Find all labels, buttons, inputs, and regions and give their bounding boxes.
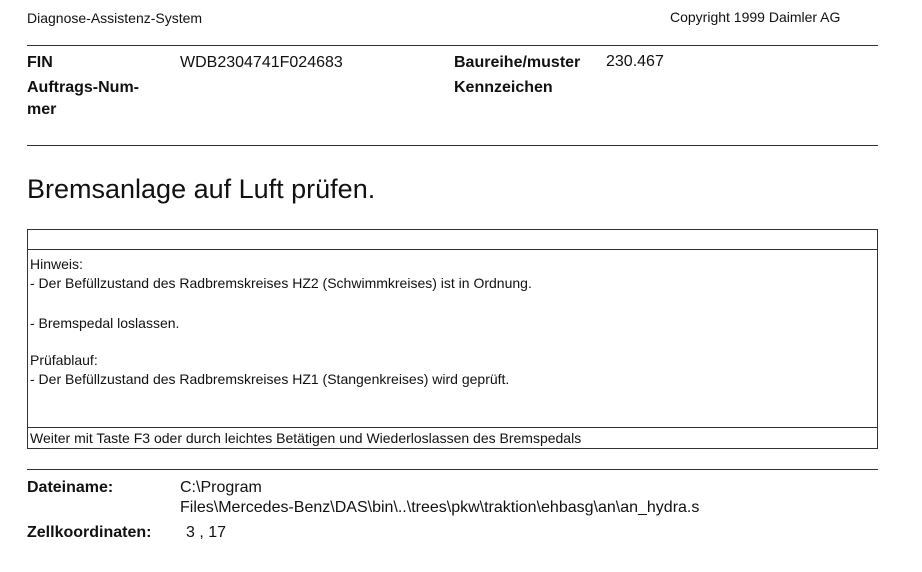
order-number-label: Auftrags-Num- <box>27 79 139 96</box>
order-number-label-cont: mer <box>27 101 57 118</box>
vehicle-divider <box>27 145 878 146</box>
procedure-heading: Prüfablauf: <box>30 352 98 368</box>
header-divider <box>27 45 878 46</box>
filename-label: Dateiname: <box>27 479 114 496</box>
continue-instruction: Weiter mit Taste F3 oder durch leichtes Betätigen und Wiederloslassen des Bremspedals <box>30 430 582 446</box>
cell-coordinates-label: Zellkoordinaten: <box>27 524 152 541</box>
panel-bottom-divider <box>28 427 877 428</box>
page-title: Bremsanlage auf Luft prüfen. <box>27 174 376 204</box>
app-name: Diagnose-Assistenz-System <box>27 10 203 26</box>
copyright-notice: Copyright 1999 Daimler AG <box>670 9 841 25</box>
panel-top-divider <box>28 249 877 250</box>
series-value: 230.467 <box>606 53 664 70</box>
filename-value-cont: Files\Mercedes-Benz\DAS\bin\..\trees\pkw\traktion\ehbasg\an\an_hydra.s <box>180 499 700 516</box>
instruction-panel <box>27 229 878 449</box>
filename-value: C:\Program <box>180 479 262 496</box>
cell-coordinates-value: 3 , 17 <box>186 524 227 541</box>
fin-value: WDB2304741F024683 <box>180 54 343 71</box>
footer-divider <box>27 469 878 470</box>
note-heading: Hinweis: <box>30 256 83 272</box>
note-line: - Bremspedal loslassen. <box>30 315 180 331</box>
series-label: Baureihe/muster <box>454 54 581 71</box>
fin-label: FIN <box>27 54 53 71</box>
plate-label: Kennzeichen <box>454 79 553 96</box>
note-line: - Der Befüllzustand des Radbremskreises HZ2 (Schwimmkreises) ist in Ordnung. <box>30 275 532 291</box>
procedure-line: - Der Befüllzustand des Radbremskreises HZ1 (Stangenkreises) wird geprüft. <box>30 371 510 387</box>
